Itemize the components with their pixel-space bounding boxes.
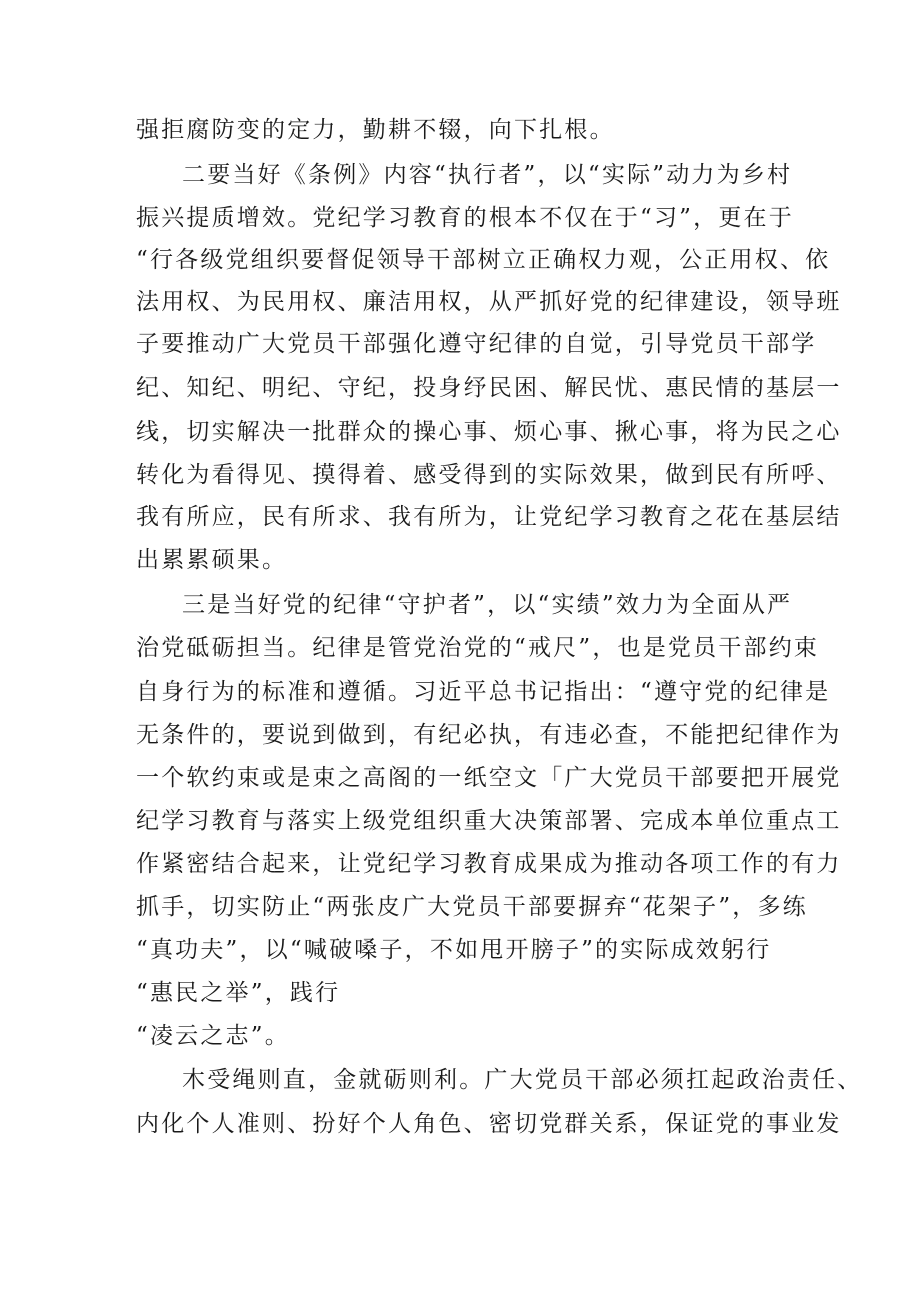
text-line: 线，切实解决一批群众的操心事、烦心事、揪心事，将为民之心	[136, 419, 842, 445]
text-line: 子要推动广大党员干部强化遵守纪律的自觉，引导党员干部学	[136, 331, 817, 357]
text-line: 纪学习教育与落实上级党组织重大决策部署、完成本单位重点工	[136, 808, 842, 834]
text-line: 法用权、为民用权、廉洁用权，从严抓好党的纪律建设，领导班	[136, 289, 842, 315]
text-line: 出累累硕果。	[136, 547, 288, 573]
text-line: 纪、知纪、明纪、守纪，投身纾民困、解民忧、惠民情的基层一	[136, 375, 842, 401]
text-line: 一个软约束或是束之高阁的一纸空文「广大党员干部要把开展党	[136, 765, 842, 791]
text-line: 转化为看得见、摸得着、感受得到的实际效果，做到民有所呼、	[136, 462, 842, 488]
text-line: 我有所应，民有所求、我有所为，让党纪学习教育之花在基层结	[136, 504, 842, 530]
text-line: 内化个人准则、扮好个人角色、密切党群关系，保证党的事业发	[136, 1111, 842, 1137]
text-line: “凌云之志”。	[136, 1023, 290, 1049]
paragraph-first-line: 三是当好党的纪律“守护者”，以“实绩”效力为全面从严	[182, 592, 793, 618]
paragraph-first-line: 二要当好《条例》内容“执行者”，以“实际”动力为乡村	[182, 162, 793, 188]
text-line: 无条件的，要说到做到，有纪必执，有违必查，不能把纪律作为	[136, 722, 842, 748]
text-line: 作紧密结合起来，让党纪学习教育成果成为推动各项工作的有力	[136, 851, 842, 877]
text-line: 抓手，切实防止“两张皮广大党员干部要摒弃“花架子”，多练	[136, 894, 808, 920]
text-line: 振兴提质增效。党纪学习教育的根本不仅在于“习”，更在于	[136, 205, 794, 231]
paragraph-first-line: 木受绳则直，金就砺则利。广大党员干部必须扛起政治责任、	[182, 1067, 863, 1093]
text-line: “真功夫”，以“喊破嗓子，不如甩开膀子”的实际成效躬行	[136, 937, 772, 963]
text-line: 治党砥砺担当。纪律是管党治党的“戒尺”，也是党员干部约束	[136, 635, 820, 661]
text-line: 自身行为的标准和遵循。习近平总书记指出：“遵守党的纪律是	[136, 679, 831, 705]
text-line: “惠民之举”，践行	[136, 980, 341, 1006]
text-line: “行各级党组织要督促领导干部树立正确权力观，公正用权、依	[136, 247, 831, 273]
text-line: 强拒腐防变的定力，勤耕不辍，向下扎根。	[136, 117, 615, 143]
